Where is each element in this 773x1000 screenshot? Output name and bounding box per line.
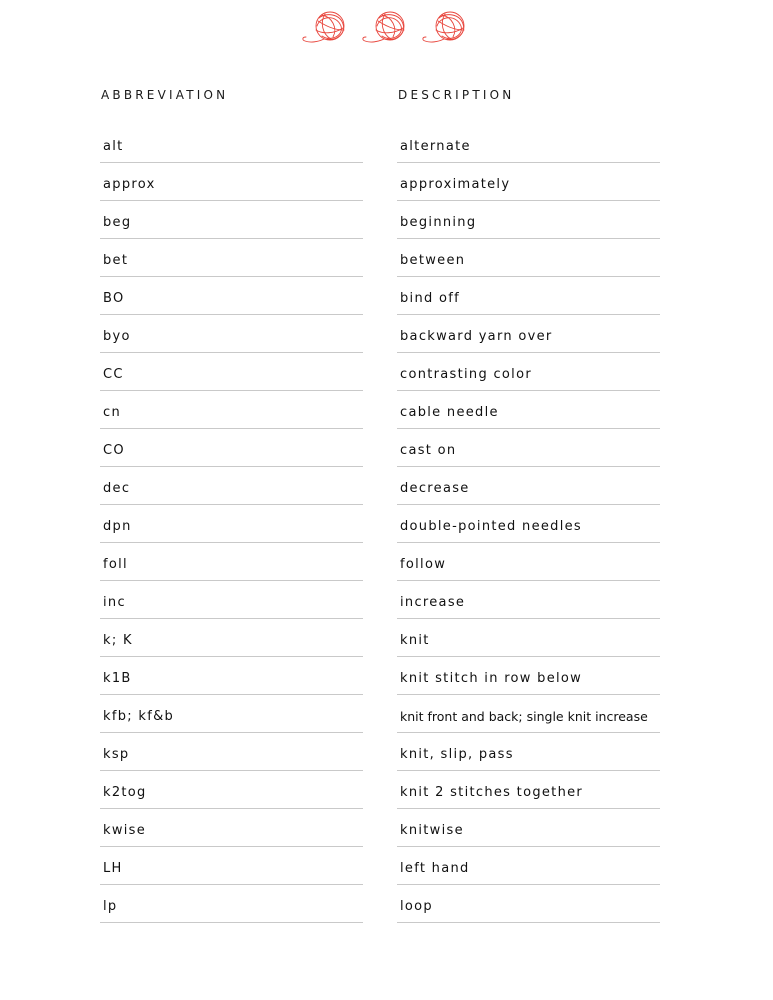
abbreviation-text: inc xyxy=(103,595,126,610)
abbreviation-row xyxy=(100,847,363,885)
abbreviation-text: k1B xyxy=(103,671,132,686)
abbreviation-row xyxy=(100,657,363,695)
description-row xyxy=(397,771,660,809)
abbreviation-text: kwise xyxy=(103,823,147,838)
abbreviation-row xyxy=(100,391,363,429)
abbreviation-row xyxy=(100,239,363,277)
description-text: double-pointed needles xyxy=(400,519,583,534)
description-text: bind off xyxy=(400,291,460,306)
abbreviation-text: kfb; kf&b xyxy=(103,709,175,724)
abbreviation-text: approx xyxy=(103,177,156,192)
description-row xyxy=(397,543,660,581)
abbreviation-row xyxy=(100,695,363,733)
description-row xyxy=(397,505,660,543)
abbreviation-text: foll xyxy=(103,557,128,572)
description-header: DESCRIPTION xyxy=(398,88,515,102)
description-text: decrease xyxy=(400,481,470,496)
description-text: approximately xyxy=(400,177,511,192)
abbreviation-row xyxy=(100,885,363,923)
abbreviation-text: k2tog xyxy=(103,785,147,800)
abbreviation-row xyxy=(100,277,363,315)
abbreviation-row xyxy=(100,467,363,505)
abbreviation-text: cn xyxy=(103,405,121,420)
description-row xyxy=(397,733,660,771)
abbreviation-text: dpn xyxy=(103,519,132,534)
abbreviation-header: ABBREVIATION xyxy=(101,88,229,102)
abbreviation-text: beg xyxy=(103,215,132,230)
description-text: knit xyxy=(400,633,430,648)
abbreviation-text: k; K xyxy=(103,633,133,648)
description-row xyxy=(397,657,660,695)
description-row xyxy=(397,467,660,505)
yarn-ball-icon xyxy=(360,8,412,50)
abbreviation-row xyxy=(100,809,363,847)
abbreviation-text: CC xyxy=(103,367,124,382)
abbreviation-row xyxy=(100,543,363,581)
abbreviation-row xyxy=(100,429,363,467)
abbreviation-text: byo xyxy=(103,329,131,344)
abbreviation-row xyxy=(100,201,363,239)
description-text: knit stitch in row below xyxy=(400,671,583,686)
description-text: knit front and back; single knit increase xyxy=(400,709,648,724)
abbreviation-row xyxy=(100,505,363,543)
abbreviation-text: BO xyxy=(103,291,125,306)
description-text: left hand xyxy=(400,861,470,876)
abbreviation-list xyxy=(100,125,363,923)
description-row xyxy=(397,809,660,847)
description-text: beginning xyxy=(400,215,477,230)
description-row xyxy=(397,619,660,657)
abbreviation-row xyxy=(100,353,363,391)
description-text: knit 2 stitches together xyxy=(400,785,584,800)
description-row xyxy=(397,429,660,467)
description-row xyxy=(397,847,660,885)
description-row xyxy=(397,201,660,239)
description-text: increase xyxy=(400,595,466,610)
abbreviation-row xyxy=(100,581,363,619)
yarn-ball-icon xyxy=(300,8,352,50)
abbreviation-row xyxy=(100,125,363,163)
abbreviation-row xyxy=(100,619,363,657)
description-text: knitwise xyxy=(400,823,464,838)
description-text: loop xyxy=(400,899,433,914)
abbreviation-text: dec xyxy=(103,481,131,496)
abbreviation-text: ksp xyxy=(103,747,130,762)
description-row xyxy=(397,581,660,619)
abbreviation-text: CO xyxy=(103,443,125,458)
description-row xyxy=(397,163,660,201)
description-row xyxy=(397,315,660,353)
description-text: between xyxy=(400,253,466,268)
description-text: backward yarn over xyxy=(400,329,553,344)
description-text: cable needle xyxy=(400,405,499,420)
description-row xyxy=(397,885,660,923)
abbreviation-text: lp xyxy=(103,899,118,914)
description-row xyxy=(397,391,660,429)
description-text: cast on xyxy=(400,443,457,458)
description-text: alternate xyxy=(400,139,471,154)
description-list xyxy=(397,125,660,923)
description-row xyxy=(397,125,660,163)
description-text: knit, slip, pass xyxy=(400,747,514,762)
yarn-ornaments xyxy=(300,8,475,50)
description-row xyxy=(397,277,660,315)
description-row xyxy=(397,353,660,391)
abbreviation-text: bet xyxy=(103,253,129,268)
abbreviation-text: LH xyxy=(103,861,123,876)
description-text: follow xyxy=(400,557,447,572)
abbreviation-row xyxy=(100,315,363,353)
description-row xyxy=(397,695,660,733)
abbreviation-text: alt xyxy=(103,139,124,154)
abbreviation-row xyxy=(100,771,363,809)
yarn-ball-icon xyxy=(420,8,472,50)
abbreviation-row xyxy=(100,163,363,201)
description-row xyxy=(397,239,660,277)
abbreviation-row xyxy=(100,733,363,771)
description-text: contrasting color xyxy=(400,367,532,382)
